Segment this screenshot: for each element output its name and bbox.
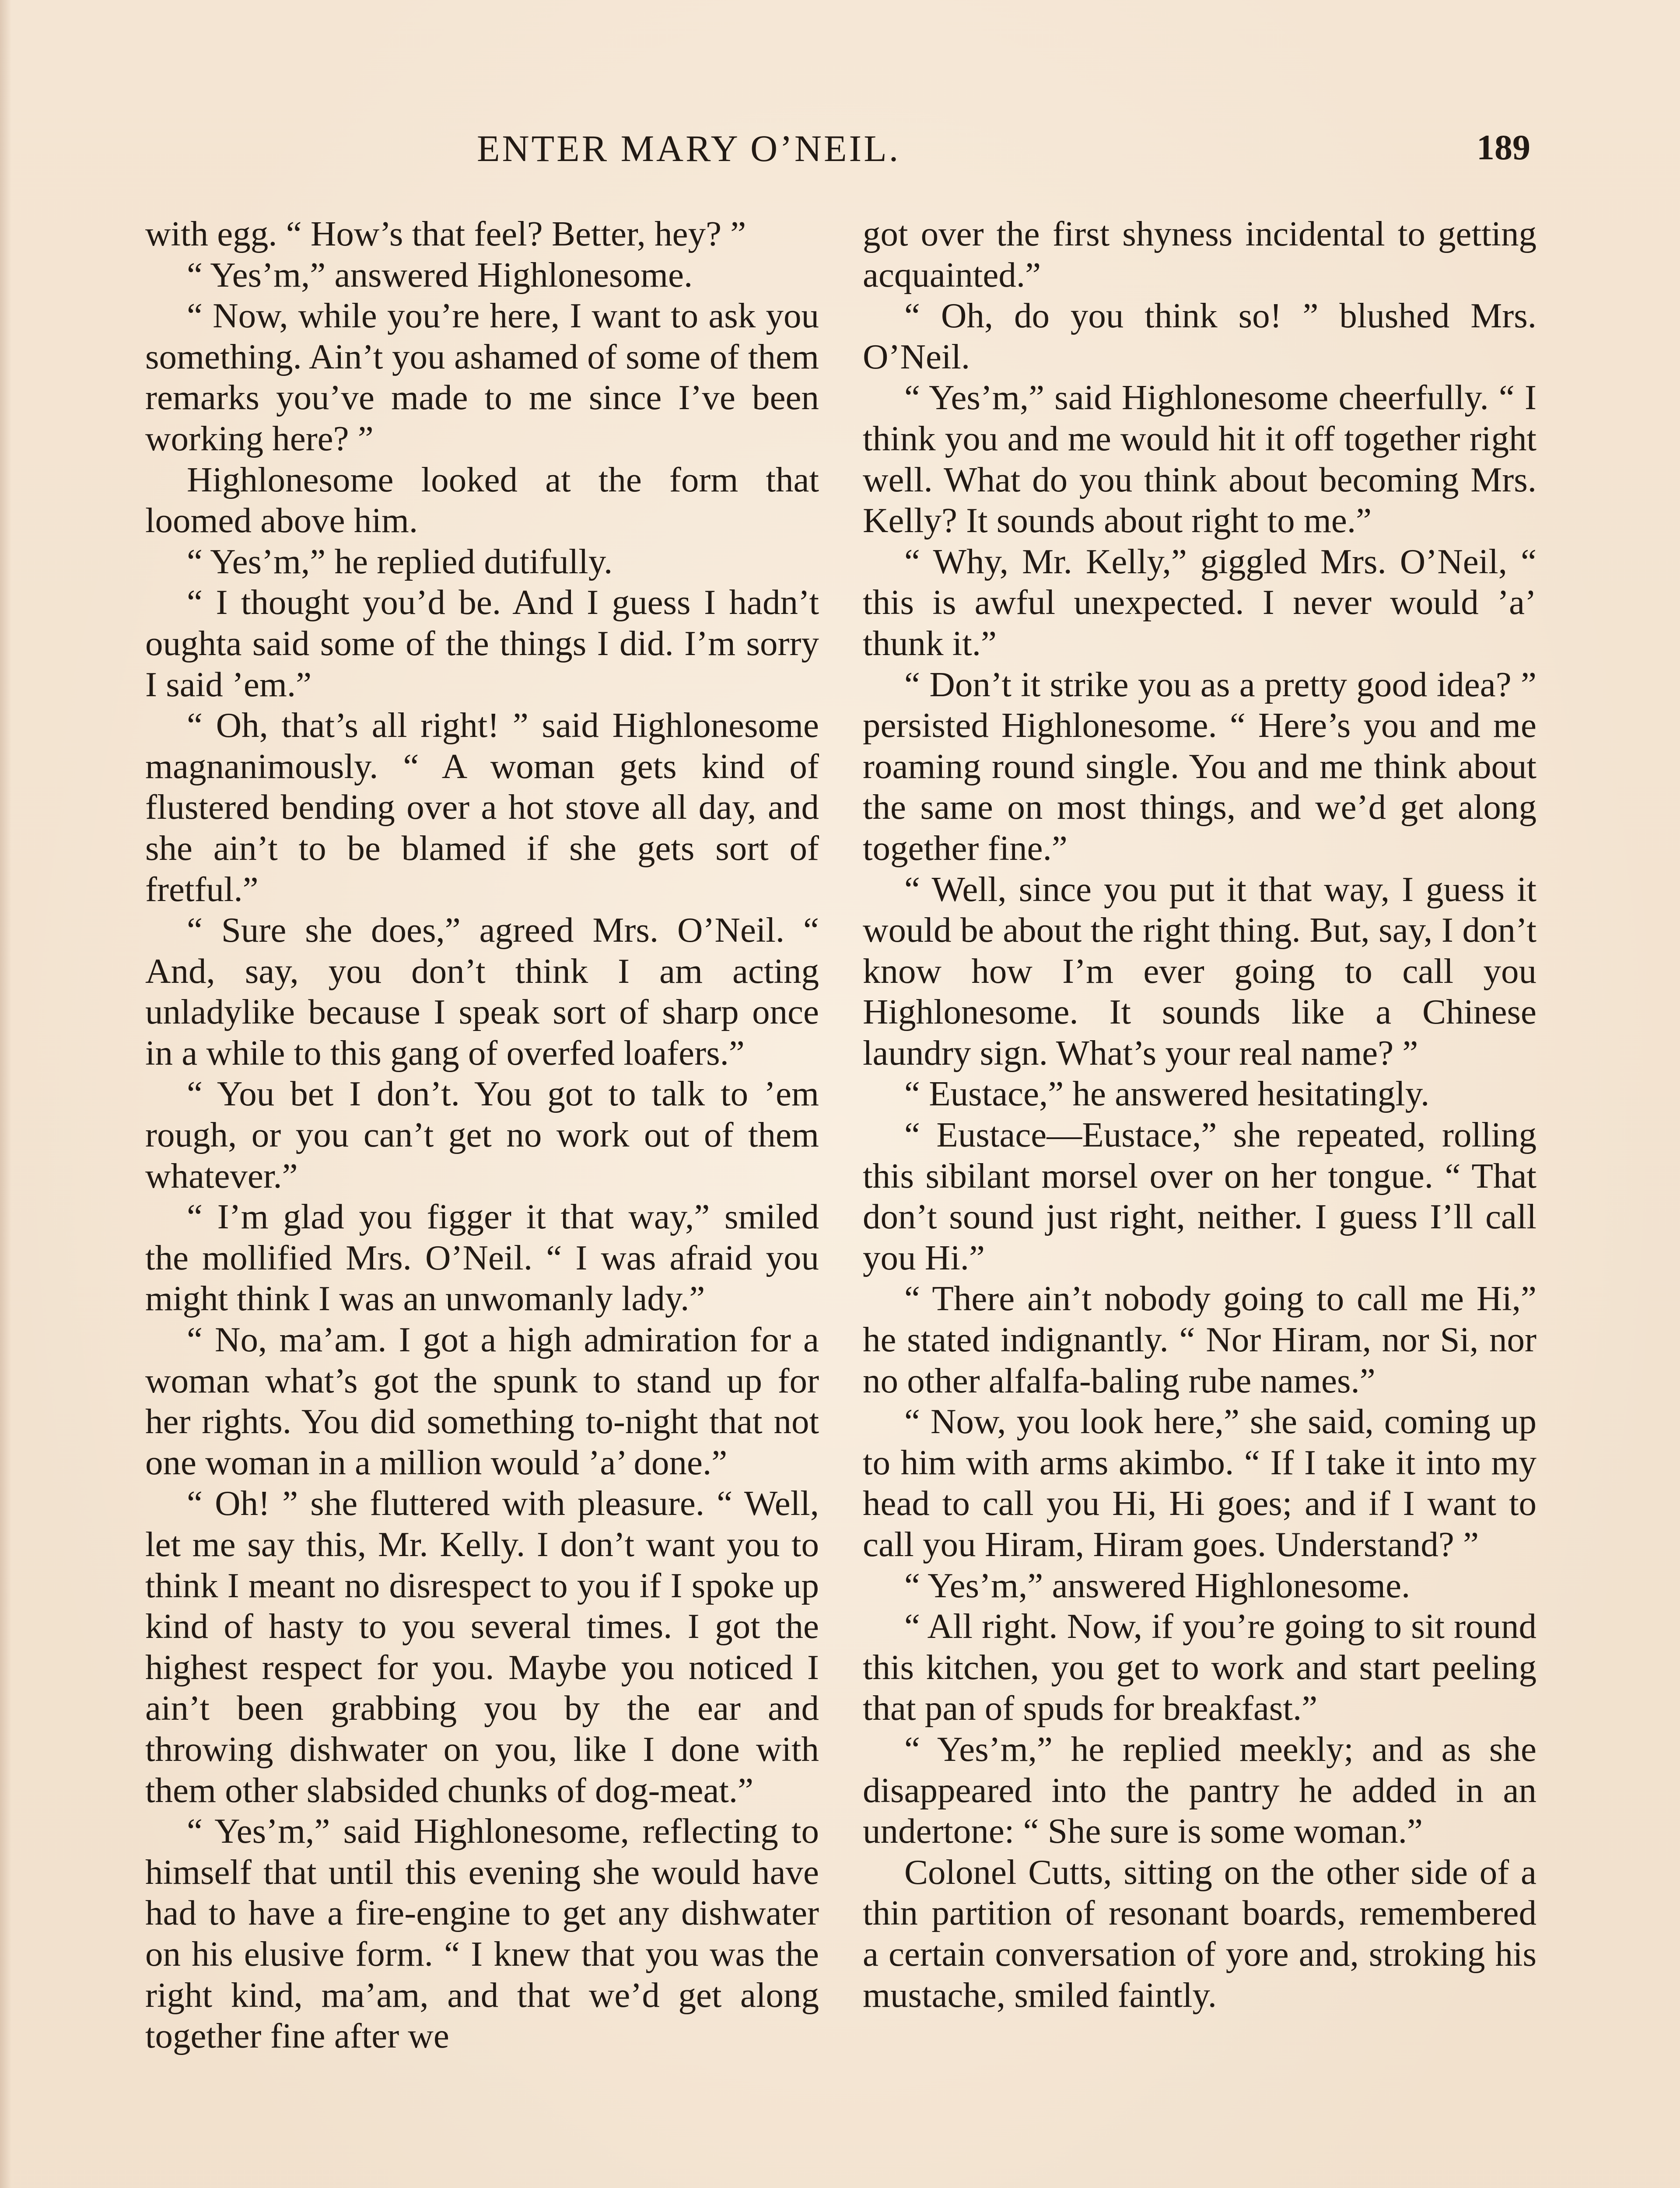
paragraph: “ Yes’m,” he replied meekly; and as she disappeared into the pantry he added in an undertone: “ She sure is some woman.” xyxy=(863,1729,1536,1851)
paragraph: “ I’m glad you figger it that way,” smiled the mollified Mrs. O’Neil. “ I was afraid you might think I was an unwomanly lady.” xyxy=(145,1197,819,1318)
text-column-left xyxy=(145,214,819,2057)
paragraph: “ There ain’t nobody going to call me Hi,” he stated indignantly. “ Nor Hiram, nor Si, nor no other alfalfa-baling rube names.” xyxy=(863,1279,1536,1400)
paragraph: with egg. “ How’s that feel? Better, hey? ” xyxy=(145,214,746,253)
paragraph: Highlonesome looked at the form that loomed above him. xyxy=(145,459,819,540)
paragraph: “ Now, you look here,” she said, coming up to him with arms akimbo. “ If I take it into my head to call you Hi, Hi goes; and if I want to call you Hiram, Hiram goes. Understand? ” xyxy=(863,1402,1536,1564)
paragraph: “ Oh, that’s all right! ” said Highlonesome magnanimously. “ A woman gets kind of flustered bending over a hot stove all day, and she ain’t to be blamed if she gets sort of fretful.” xyxy=(145,705,819,909)
paragraph: “ Don’t it strike you as a pretty good idea? ” persisted Highlonesome. “ Here’s you and me roaming round single. You and me think about the same on most things, and we’d get along together fine.” xyxy=(863,664,1536,868)
paragraph: “ All right. Now, if you’re going to sit round this kitchen, you get to work and start peeling that pan of spuds for breakfast.” xyxy=(863,1606,1536,1728)
paragraph: Colonel Cutts, sitting on the other side of a thin partition of resonant boards, remembered a certain conversation of yore and, stroking his mustache, smiled faintly. xyxy=(863,1852,1536,2015)
paragraph: “ Yes’m,” said Highlonesome, reflecting to himself that until this evening she would have had to have a fire-engine to get any dishwater on his elusive form. “ I knew that you was the right kind, ma’am, and that we’d get along together fine after we xyxy=(145,1811,819,2056)
paragraph: “ Yes’m,” answered Highlonesome. xyxy=(904,1565,1410,1605)
paragraph: “ Yes’m,” he replied dutifully. xyxy=(187,541,613,581)
paragraph: “ Eustace—Eustace,” she repeated, rolling this sibilant morsel over on her tongue. “ That don’t sound just right, neither. I guess I’ll call you Hi.” xyxy=(863,1115,1536,1277)
paragraph: “ Oh! ” she fluttered with pleasure. “ Well, let me say this, Mr. Kelly. I don’t want you to think I meant no disrespect to you if I spoke up kind of hasty to you several times. I got the highest respect for you. Maybe you noticed I ain’t been grabbing you by the ear and throwing dishwater on you, like I done with them other slabsided chunks of dog-meat.” xyxy=(145,1483,819,1810)
page-number: 189 xyxy=(1477,127,1530,167)
text-column-right xyxy=(863,214,1536,2016)
paragraph: “ Why, Mr. Kelly,” giggled Mrs. O’Neil, “ this is awful unexpected. I never would ’a’ thunk it.” xyxy=(863,541,1536,663)
paragraph: “ Yes’m,” said Highlonesome cheerfully. “ I think you and me would hit it off together right well. What do you think about becoming Mrs. Kelly? It sounds about right to me.” xyxy=(863,378,1536,540)
paragraph: got over the first shyness incidental to getting acquainted.” xyxy=(863,214,1536,295)
paragraph: “ Well, since you put it that way, I guess it would be about the right thing. But, say, I don’t know how I’m ever going to call you Highlonesome. It sounds like a Chinese laundry sign. What’s your real name? ” xyxy=(863,869,1536,1073)
paragraph: “ You bet I don’t. You got to talk to ’em rough, or you can’t get no work out of them whatever.” xyxy=(145,1074,819,1196)
paragraph: “ I thought you’d be. And I guess I hadn’t oughta said some of the things I did. I’m sorry I said ’em.” xyxy=(145,582,819,704)
paragraph: “ Oh, do you think so! ” blushed Mrs. O’Neil. xyxy=(863,296,1536,376)
page-edge-shadow xyxy=(0,0,11,2188)
paragraph: “ No, ma’am. I got a high admiration for a woman what’s got the spunk to stand up for her rights. You did something to-night that not one woman in a million would ’a’ done.” xyxy=(145,1320,819,1482)
paragraph: “ Sure she does,” agreed Mrs. O’Neil. “ And, say, you don’t think I am acting unladylike because I speak sort of sharp once in a while to this gang of overfed loafers.” xyxy=(145,910,819,1073)
paragraph: “ Eustace,” he answered hesitatingly. xyxy=(904,1074,1430,1114)
paragraph: “ Now, while you’re here, I want to ask you something. Ain’t you ashamed of some of them remarks you’ve made to me since I’ve been working here? ” xyxy=(145,296,819,458)
paragraph: “ Yes’m,” answered Highlonesome. xyxy=(187,255,693,295)
running-title: ENTER MARY O’NEIL. xyxy=(477,127,901,169)
